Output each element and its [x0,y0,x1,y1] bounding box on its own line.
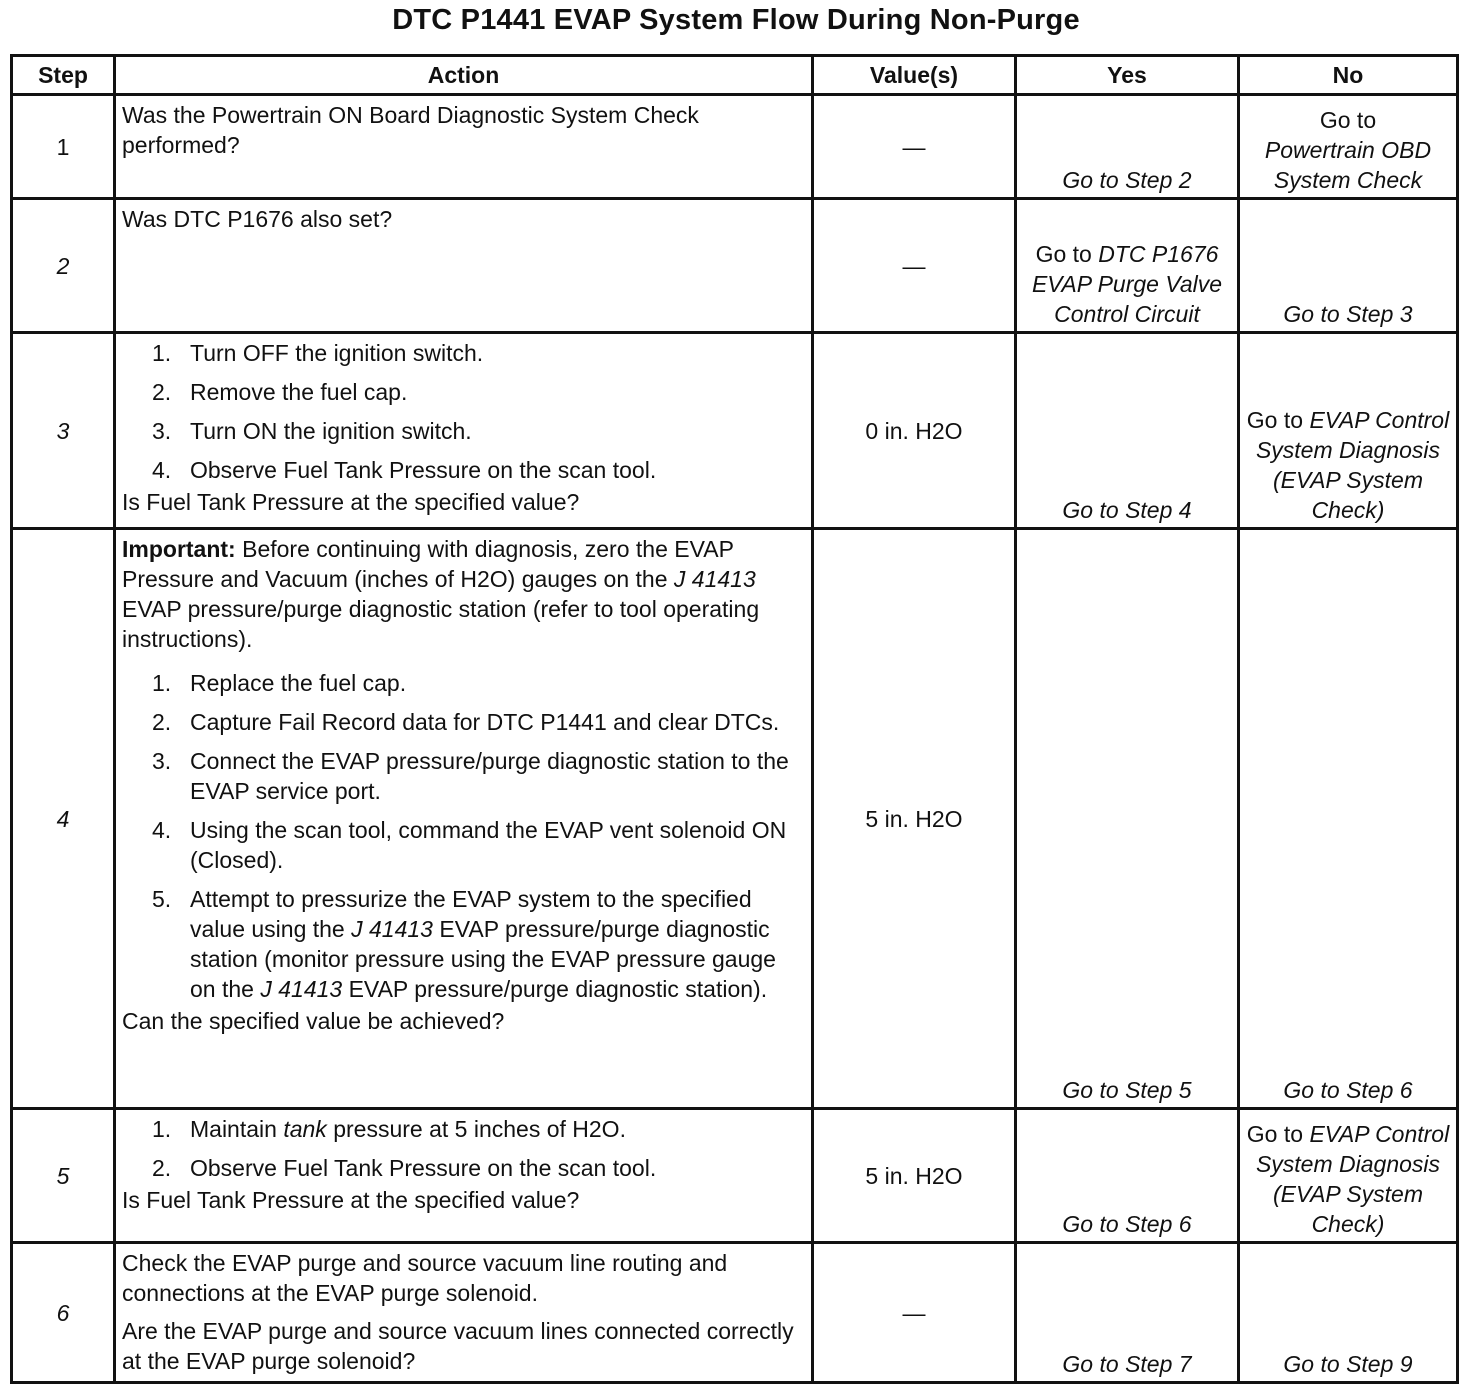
action-text: Was DTC P1676 also set? [122,206,393,232]
tool-reference: J 41413 [673,566,756,592]
no-prefix: Go to [1246,407,1304,433]
value-cell: 5 in. H2O [813,529,1016,1109]
list-item: 2. Observe Fuel Tank Pressure on the scan tool. [152,1155,657,1181]
step-number: 2 [12,199,115,333]
tool-reference: J 41413 [260,976,343,1002]
list-item: 4. Using the scan tool, command the EVAP vent solenoid ON (Closed). [152,817,787,873]
header-no: No [1239,56,1458,95]
action-cell [115,1243,813,1383]
yes-link[interactable]: Go to Step 4 [1016,333,1239,529]
step-number: 6 [12,1243,115,1383]
diagnostic-table [10,54,1459,1384]
list-item: 3. Connect the EVAP pressure/purge diagnostic station to the EVAP service port. [152,748,789,804]
yes-link[interactable]: Go to Step 2 [1016,95,1239,199]
no-link[interactable] [1239,1109,1458,1243]
header-values: Value(s) [813,56,1016,95]
step-number: 5 [12,1109,115,1243]
page-title: DTC P1441 EVAP System Flow During Non-Purge [392,4,1080,36]
no-link[interactable] [1239,95,1458,199]
list-item: 1. Replace the fuel cap. [152,670,407,696]
list-item: 3. Turn ON the ignition switch. [152,418,472,444]
list-item: 4. Observe Fuel Tank Pressure on the scan tool. [152,457,657,483]
table-row-step-2 [12,199,1458,333]
step-number: 1 [12,95,115,199]
tool-reference: J 41413 [351,916,433,942]
value-cell: — [813,1243,1016,1383]
no-prefix: Go to [1319,107,1377,133]
no-link-target[interactable]: EVAP Control System Diagnosis (EVAP System Check) [1255,407,1450,523]
action-text: Was the Powertrain ON Board Diagnostic System Check performed? [122,102,699,158]
no-link-target[interactable]: EVAP Control System Diagnosis (EVAP System Check) [1255,1121,1450,1237]
step-number: 4 [12,529,115,1109]
table-header-row [12,56,1458,95]
step-number: 3 [12,333,115,529]
action-cell [115,333,813,529]
important-label: Important: [122,536,236,562]
table-row-step-4 [12,529,1458,1109]
no-link[interactable]: Go to Step 3 [1239,199,1458,333]
action-cell [115,529,813,1109]
procedure-list [122,668,805,1004]
yes-prefix: Go to [1035,241,1092,267]
value-cell: 0 in. H2O [813,333,1016,529]
value-cell: — [813,95,1016,199]
list-item: 1. Turn OFF the ignition switch. [152,340,484,366]
action-text: Check the EVAP purge and source vacuum line routing and connections at the EVAP purge solenoid. [122,1250,728,1306]
no-link[interactable]: Go to Step 9 [1239,1243,1458,1383]
question-text: Can the specified value be achieved? [122,1008,505,1034]
list-item: 5. Attempt to pressurize the EVAP system to the specified value using the J 41413 EVAP pressure/purge diagnostic station (monitor pressure using the EVAP pressure gauge on the J 41413 EVAP pressure/purge diagnostic station). [152,886,776,1002]
table-row-step-3 [12,333,1458,529]
list-item: 2. Remove the fuel cap. [152,379,408,405]
action-cell [115,95,813,199]
header-yes: Yes [1016,56,1239,95]
procedure-list [122,1114,805,1183]
question-text: Is Fuel Tank Pressure at the specified value? [122,1187,580,1213]
table-row-step-6 [12,1243,1458,1383]
no-link-target[interactable]: Powertrain OBD System Check [1264,137,1432,193]
question-text: Is Fuel Tank Pressure at the specified value? [122,489,580,515]
no-link[interactable]: Go to Step 6 [1239,529,1458,1109]
header-action: Action [115,56,813,95]
yes-link[interactable]: Go to Step 7 [1016,1243,1239,1383]
table-row-step-5 [12,1109,1458,1243]
list-item: 1. Maintain tank pressure at 5 inches of H2O. [152,1116,626,1142]
action-cell [115,1109,813,1243]
no-link[interactable] [1239,333,1458,529]
list-item: 2. Capture Fail Record data for DTC P1441 and clear DTCs. [152,709,780,735]
value-cell: — [813,199,1016,333]
value-cell: 5 in. H2O [813,1109,1016,1243]
important-note: Important: Before continuing with diagnosis, zero the EVAP Pressure and Vacuum (inches of H2O) gauges on the J 41413 EVAP pressure/purge diagnostic station (refer to tool operating instructions). [122,536,760,652]
yes-link-target[interactable]: DTC P1676 EVAP Purge Valve Control Circuit [1031,241,1223,327]
procedure-list [122,338,805,485]
yes-link[interactable]: Go to Step 5 [1016,529,1239,1109]
yes-link[interactable] [1016,199,1239,333]
question-text: Are the EVAP purge and source vacuum lines connected correctly at the EVAP purge solenoid? [122,1318,794,1374]
no-prefix: Go to [1246,1121,1304,1147]
header-step: Step [12,56,115,95]
yes-link[interactable]: Go to Step 6 [1016,1109,1239,1243]
table-row-step-1 [12,95,1458,199]
action-cell [115,199,813,333]
